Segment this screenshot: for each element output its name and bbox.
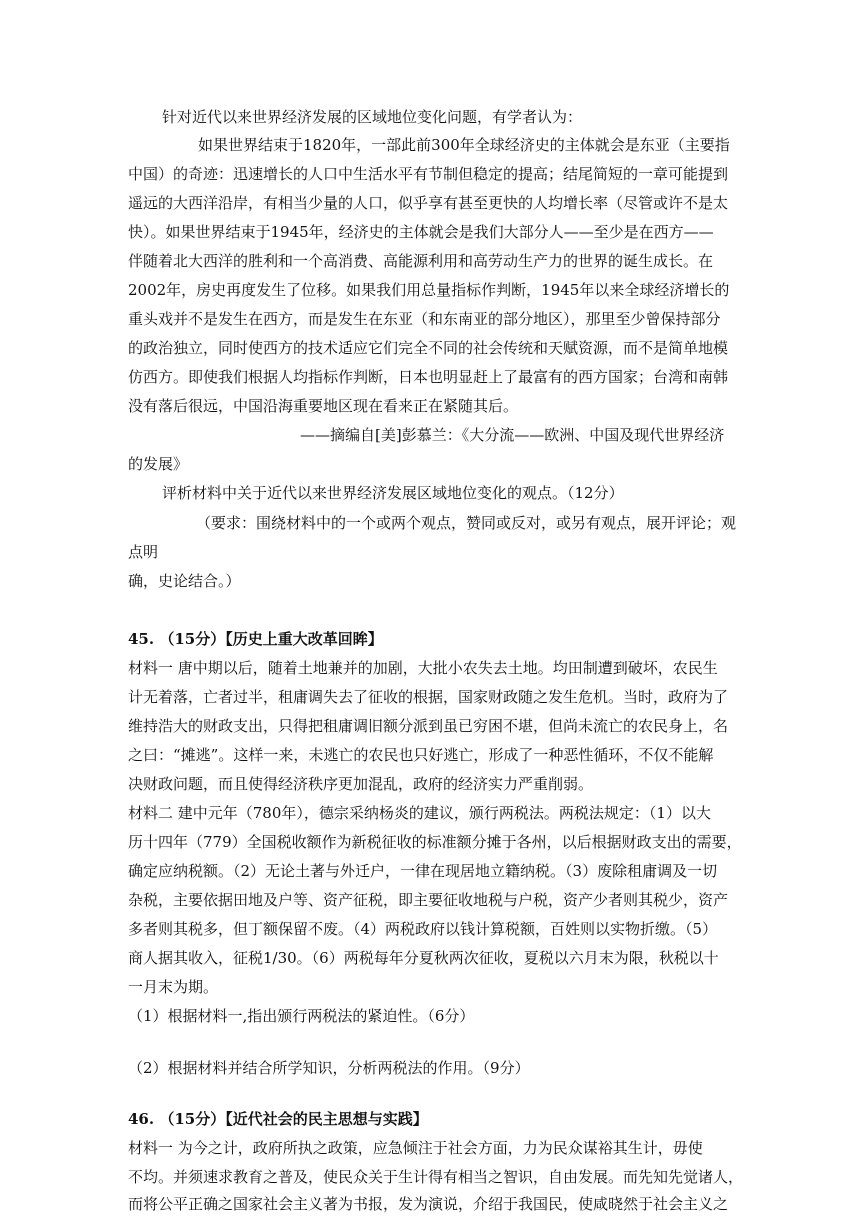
requirement-text-cont: 确，史论结合。） xyxy=(128,572,241,590)
quote-line: 快）。如果世界结束于1945年，经济史的主体就会是我们大部分人——至少是在西方—— xyxy=(128,223,714,241)
section1-intro: 针对近代以来世界经济发展的区域地位变化问题，有学者认为： xyxy=(162,108,583,126)
q45-subquestion-2: （2）根据材料并结合所学知识，分析两税法的作用。（9分） xyxy=(128,1059,530,1077)
q45-material2-line: 一月末为期。 xyxy=(128,978,219,996)
quote-line: 中国）的奇迹：迅速增长的人口中生活水平有节制但稳定的提高；结尾简短的一章可能提到 xyxy=(128,165,729,183)
q45-material1-line: 计无着落，亡者过半，租庸调失去了征收的根据，国家财政随之发生危机。当时，政府为了 xyxy=(128,688,729,706)
q45-title: 45. （15分）【历史上重大改革回眸】 xyxy=(128,630,383,648)
q45-material1-line: 材料一 唐中期以后，随着土地兼并的加剧，大批小农失去土地。均田制遭到破坏，农民生 xyxy=(128,659,718,677)
quote-line: 重头戏并不是发生在西方，而是发生在东亚（和东南亚的部分地区），那里至少曾保持部分 xyxy=(128,310,721,328)
quote-line: 如果世界结束于1820年，一部此前300年全球经济史的主体就会是东亚（主要指 xyxy=(198,136,730,154)
q46-material1-line: 材料一 为今之计，政府所执之政策，应急倾注于社会方面，力为民众谋裕其生计，毋使 xyxy=(128,1139,703,1157)
source-citation: ——摘编自[美]彭慕兰：《大分流——欧洲、中国及现代世界经济 xyxy=(300,426,725,444)
q45-material2-line: 杂税，主要依据田地及户等、资产征税，即主要征收地税与户税，资产少者则其税少，资产 xyxy=(128,891,729,909)
quote-line: 仿西方。即使我们根据人均指标作判断，日本也明显赶上了最富有的西方国家；台湾和南韩 xyxy=(128,368,729,386)
quote-line: 没有落后很远，中国沿海重要地区现在看来正在紧随其后。 xyxy=(128,397,519,415)
quote-line: 2002年，房史再度发生了位移。如果我们用总量指标作判断，1945年以来全球经济增长的 xyxy=(128,281,730,299)
q45-material1-line: 决财政问题，而且使得经济秩序更加混乱，政府的经济实力严重削弱。 xyxy=(128,775,594,793)
q46-material1-line: 而将公平正确之国家社会主义著为书报，发为演说，介绍于我国民，使咸晓然于社会主义之 xyxy=(128,1195,729,1213)
q45-material2-line: 历十四年（779）全国税收额作为新税征收的标准额分摊于各州，以后根据财政支出的需要， xyxy=(128,833,742,851)
q45-material2-line: 商人据其收入，征税1/30。（6）两税每年分夏秋两次征收，夏税以六月末为限，秋税以十 xyxy=(128,949,719,967)
q46-material1-line: 不均。并须速求教育之普及，使民众关于生计得有相当之智识，自由发展。而先知先觉诸人， xyxy=(128,1168,744,1186)
q45-subquestion-1: （1）根据材料一,指出颁行两税法的紧迫性。（6分） xyxy=(128,1007,475,1025)
q45-material2-line: 确定应纳税额。（2）无论土著与外迁户，一律在现居地立籍纳税。（3）废除租庸调及一切 xyxy=(128,862,718,880)
requirement-text: （要求：围绕材料中的一个或两个观点，赞同或反对，或另有观点，展开评论；观 xyxy=(196,514,737,532)
quote-line: 的政治独立，同时使西方的技术适应它们完全不同的社会传统和天赋资源，而不是简单地模 xyxy=(128,339,729,357)
requirement-text-cont: 点明 xyxy=(128,543,159,561)
q46-title: 46. （15分）【近代社会的民主思想与实践】 xyxy=(128,1110,428,1128)
q45-material2-line: 材料二 建中元年（780年），德宗采纳杨炎的建议，颁行两税法。两税法规定：（1）以大 xyxy=(128,804,711,822)
q45-material1-line: 之曰：“摊逃”。这样一来，未逃亡的农民也只好逃亡，形成了一种恶性循环，不仅不能解 xyxy=(128,746,714,764)
q45-material1-line: 维持浩大的财政支出，只得把租庸调旧额分派到虽已穷困不堪，但尚未流亡的农民身上，名 xyxy=(128,717,729,735)
q45-material2-line: 多者则其税多，但丁额保留不废。（4）两税政府以钱计算税额，百姓则以实物折缴。（5） xyxy=(128,920,718,938)
source-citation-cont: 的发展》 xyxy=(128,455,189,473)
quote-line: 遥远的大西洋沿岸，有相当少量的人口，似乎享有甚至更快的人均增长率（尽管或许不是太 xyxy=(128,194,729,212)
question-prompt: 评析材料中关于近代以来世界经济发展区域地位变化的观点。（12分） xyxy=(162,484,624,502)
quote-line: 伴随着北大西洋的胜利和一个高消费、高能源利用和高劳动生产力的世界的诞生成长。在 xyxy=(128,252,714,270)
